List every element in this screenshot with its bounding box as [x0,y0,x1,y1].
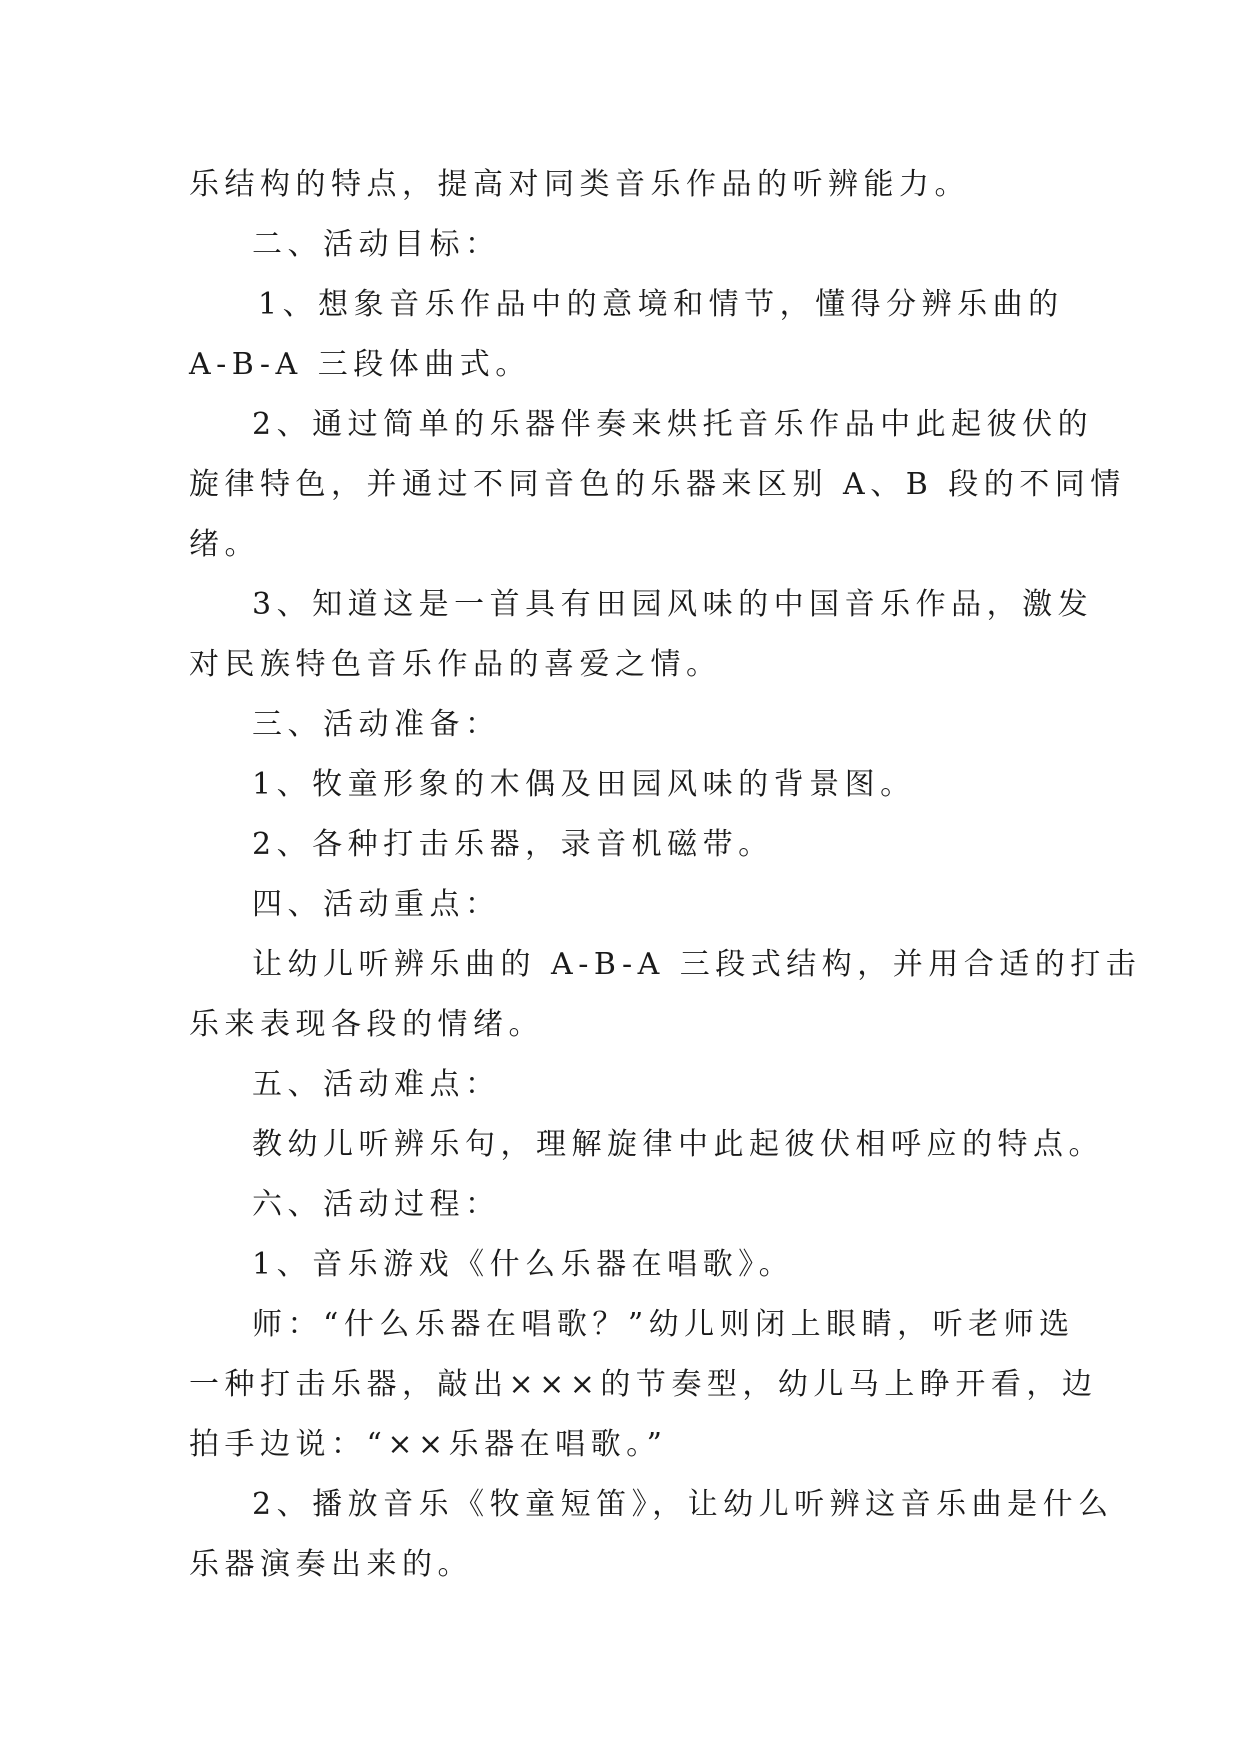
paragraph-line: 对民族特色音乐作品的喜爱之情。 [189,647,722,682]
paragraph-line: 1、想象音乐作品中的意境和情节，懂得分辨乐曲的 [258,287,1064,322]
paragraph-line: 乐来表现各段的情绪。 [189,1007,544,1042]
paragraph-line: 乐结构的特点，提高对同类音乐作品的听辨能力。 [189,167,970,202]
paragraph-line: 乐器演奏出来的。 [189,1547,473,1582]
paragraph-line: 2、各种打击乐器，录音机磁带。 [252,827,774,862]
paragraph-line: 3、知道这是一首具有田园风味的中国音乐作品，激发 [252,587,1094,622]
section-heading: 四、活动重点： [252,887,501,922]
paragraph-line: 旋律特色，并通过不同音色的乐器来区别 A、B 段的不同情 [189,467,1126,502]
section-heading: 二、活动目标： [252,227,501,262]
paragraph-line: A-B-A 三段体曲式。 [189,347,531,382]
paragraph-line: 1、音乐游戏《什么乐器在唱歌》。 [252,1247,795,1282]
paragraph-line: 一种打击乐器，敲出×××的节奏型，幼儿马上睁开看，边 [189,1367,1098,1402]
paragraph-line: 2、播放音乐《牧童短笛》，让幼儿听辨这音乐曲是什么 [252,1487,1114,1522]
paragraph-line: 师：“什么乐器在唱歌？”幼儿则闭上眼睛，听老师选 [252,1307,1075,1342]
paragraph-line: 让幼儿听辨乐曲的 A-B-A 三段式结构，并用合适的打击 [252,947,1142,982]
section-heading: 五、活动难点： [252,1067,501,1102]
paragraph-line: 1、牧童形象的木偶及田园风味的背景图。 [252,767,916,802]
paragraph-line: 教幼儿听辨乐句，理解旋律中此起彼伏相呼应的特点。 [252,1127,1104,1162]
paragraph-line: 绪。 [189,527,260,562]
section-heading: 三、活动准备： [252,707,501,742]
paragraph-line: 拍手边说：“××乐器在唱歌。” [189,1427,668,1462]
paragraph-line: 2、通过简单的乐器伴奏来烘托音乐作品中此起彼伏的 [252,407,1094,442]
section-heading: 六、活动过程： [252,1187,501,1222]
